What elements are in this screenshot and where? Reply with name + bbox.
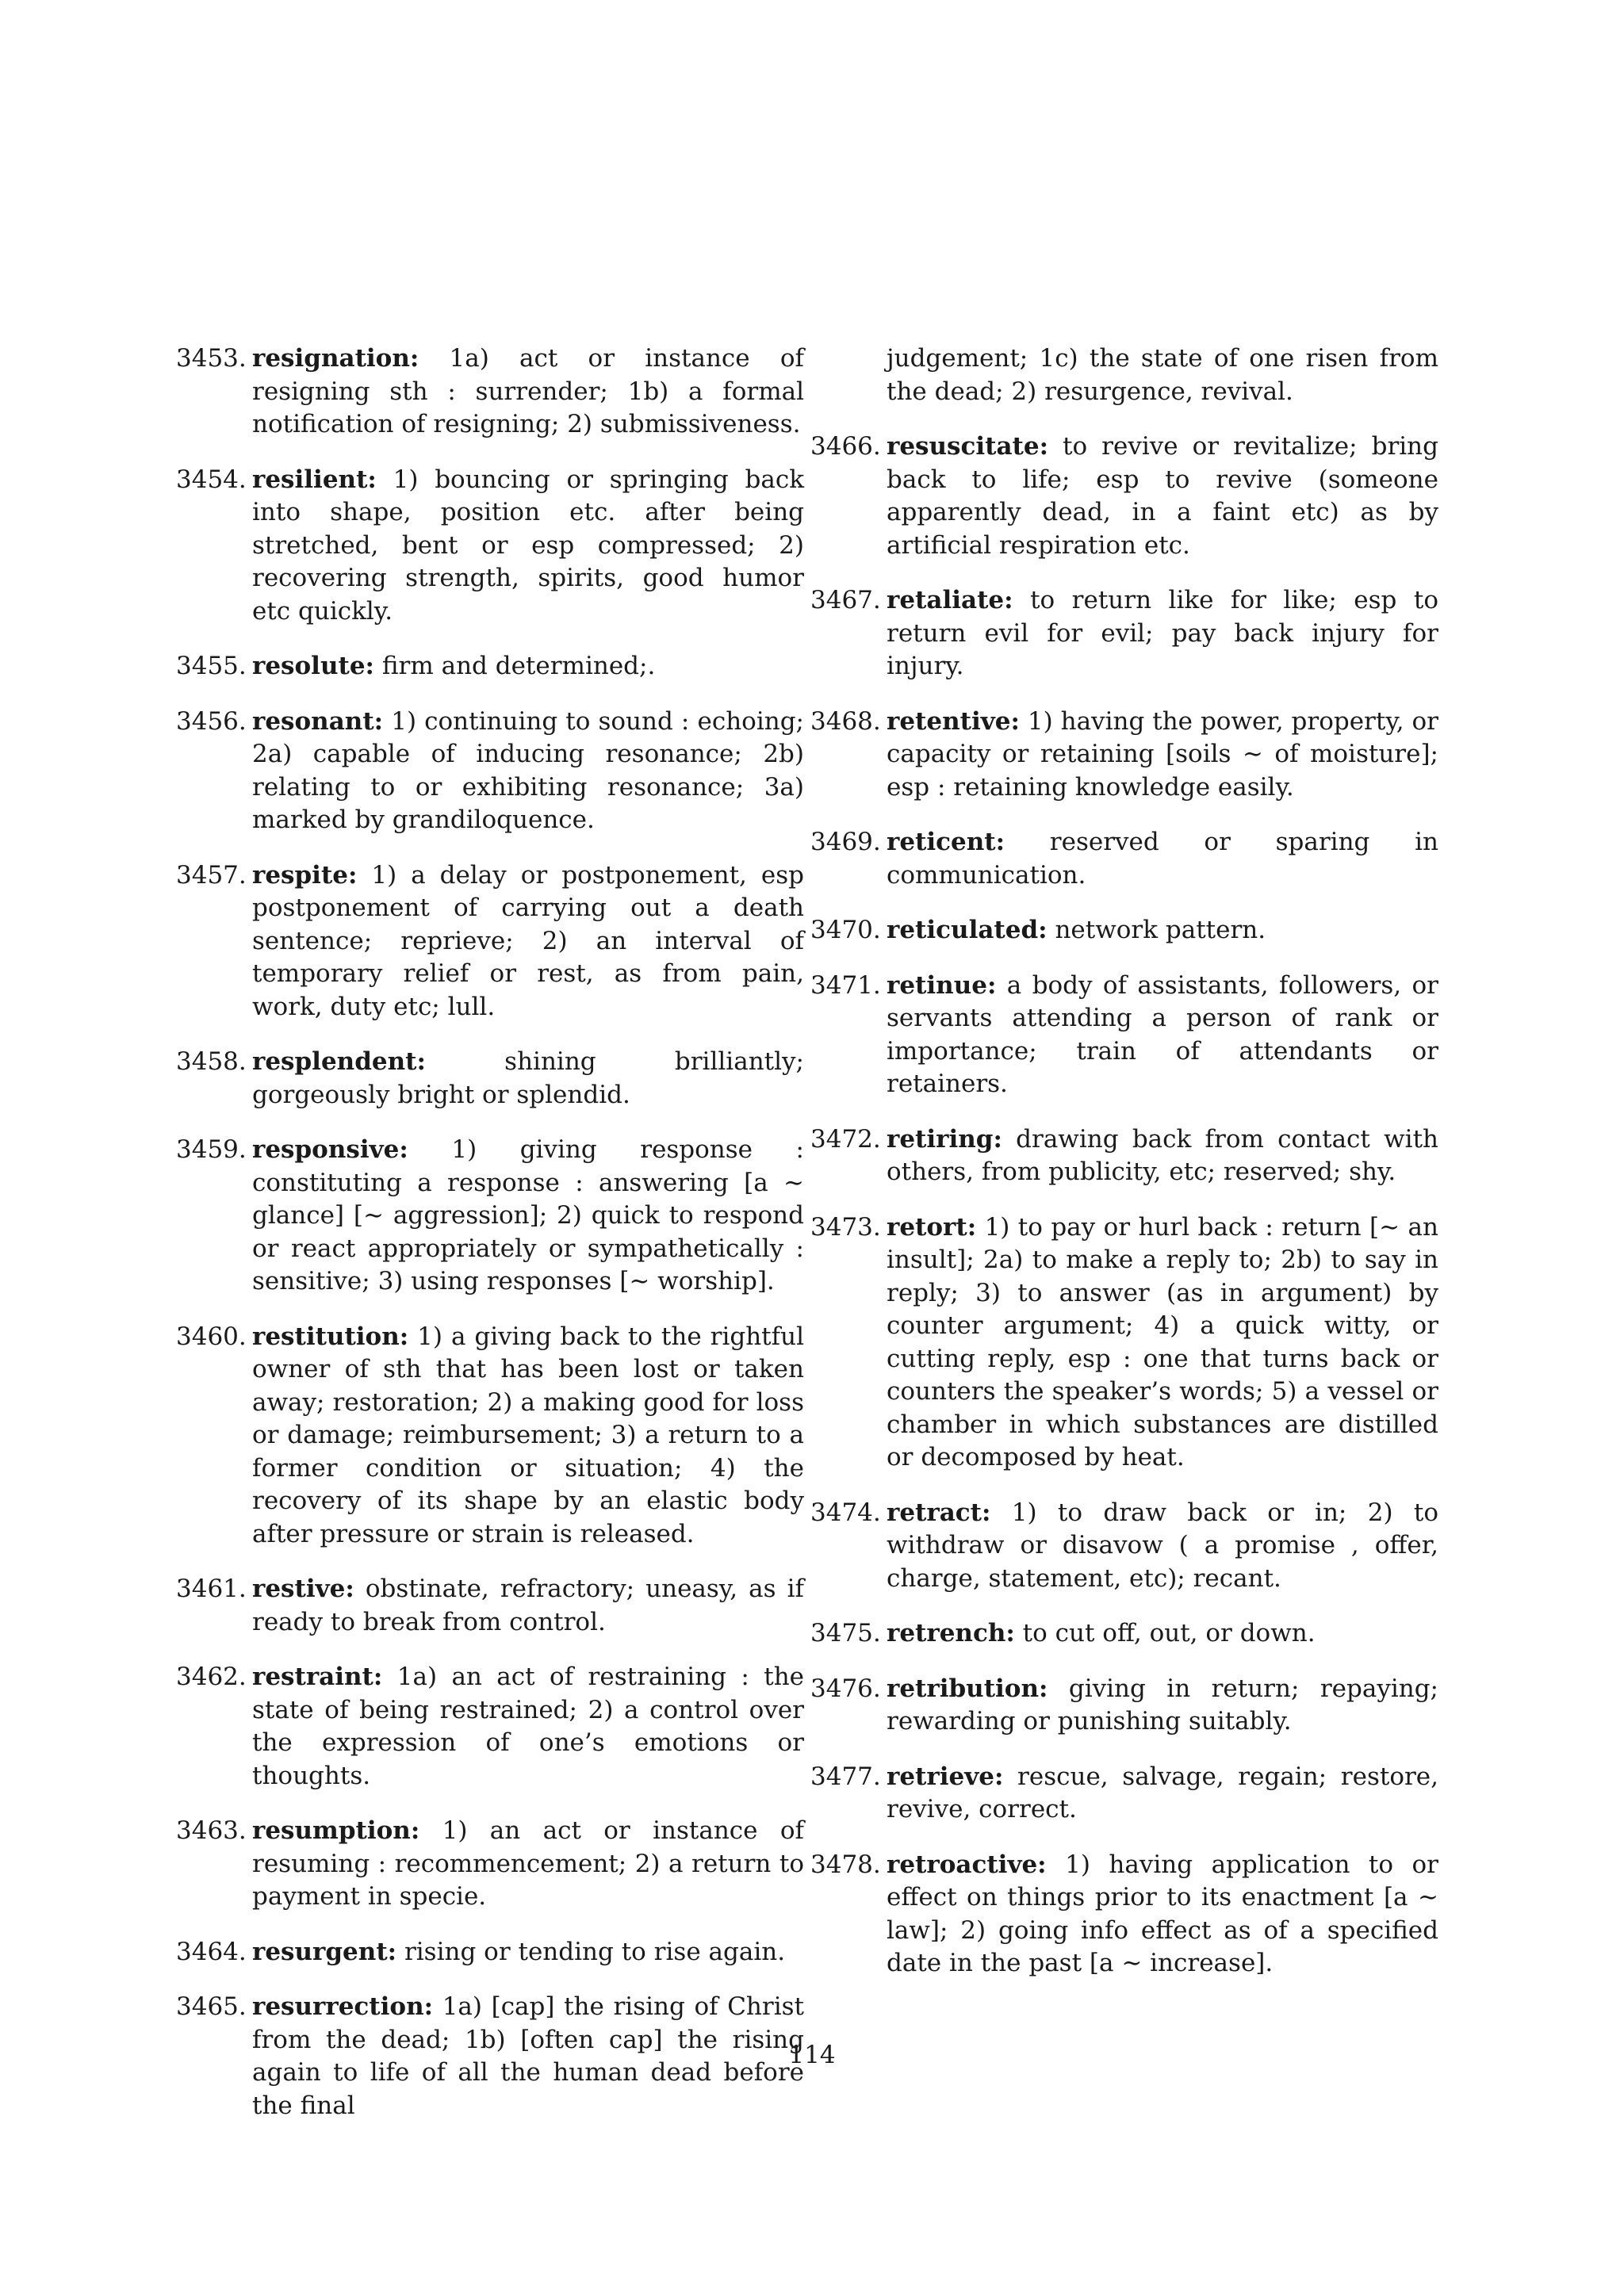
entry-number: 3466. xyxy=(810,432,881,461)
headword: retiring: xyxy=(887,1124,1002,1154)
headword: resuscitate: xyxy=(887,432,1049,461)
entry-3459 xyxy=(176,1134,804,1299)
headword: resilient: xyxy=(252,465,377,494)
entry-3463 xyxy=(176,1815,804,1914)
entry-number: 3467. xyxy=(810,586,881,614)
definition: shining brilliantly; gorgeously bright or splendid. xyxy=(252,1047,804,1109)
headword: restitution: xyxy=(252,1322,409,1351)
headword: resonant: xyxy=(252,706,384,736)
entry-3465-continuation xyxy=(810,342,1438,408)
entry-number: 3465. xyxy=(176,1992,247,2021)
definition: a body of assistants, followers, or servants attending a person of rank or importance; train of attendants or retainers. xyxy=(887,970,1438,1098)
headword: responsive: xyxy=(252,1135,408,1164)
headword: retinue: xyxy=(887,970,997,1000)
headword: reticent: xyxy=(887,828,1005,856)
definition: obstinate, refractory; uneasy, as if ready to break from control. xyxy=(252,1575,804,1636)
definition: 1a) an act of restraining : the state of being restrained; 2) a control over the expression of one’s emotions or thoughts. xyxy=(252,1663,804,1790)
entry-3468 xyxy=(810,706,1438,805)
entry-3455 xyxy=(176,650,804,683)
entry-3462 xyxy=(176,1661,804,1793)
entry-number: 3474. xyxy=(810,1498,881,1527)
definition: 1) continuing to sound : echoing; 2a) capable of inducing resonance; 2b) relating to or exhibiting resonance; 3a) marked by grandiloquence. xyxy=(252,706,804,834)
left-column xyxy=(176,342,804,2145)
headword: retract: xyxy=(887,1498,991,1527)
entry-number: 3464. xyxy=(176,1937,247,1966)
headword: restraint: xyxy=(252,1663,383,1691)
definition: rising or tending to rise again. xyxy=(396,1937,786,1966)
entry-3469 xyxy=(810,826,1438,892)
entry-3471 xyxy=(810,970,1438,1101)
entry-number: 3458. xyxy=(176,1047,247,1076)
entry-3473 xyxy=(810,1211,1438,1475)
entry-3470 xyxy=(810,914,1438,947)
entry-3461 xyxy=(176,1573,804,1639)
entry-3457 xyxy=(176,859,804,1024)
headword: retaliate: xyxy=(887,586,1013,614)
entry-number: 3461. xyxy=(176,1575,247,1603)
entry-3475 xyxy=(810,1617,1438,1651)
entry-3458 xyxy=(176,1046,804,1112)
entry-number: 3463. xyxy=(176,1816,247,1845)
entry-number: 3454. xyxy=(176,465,247,494)
entry-number: 3453. xyxy=(176,344,247,373)
entry-number: 3470. xyxy=(810,916,881,944)
entry-3472 xyxy=(810,1123,1438,1189)
definition: 1a) [cap] the rising of Christ from the dead; 1b) [often cap] the rising again to life of all the human dead before the final xyxy=(252,1992,804,2120)
entry-3466 xyxy=(810,430,1438,562)
headword: retrench: xyxy=(887,1619,1015,1647)
definition: to revive or revitalize; bring back to life; esp to revive (someone apparently dead, in a faint etc) as by artificial respiration etc. xyxy=(887,432,1438,560)
entry-number: 3478. xyxy=(810,1850,881,1879)
right-column xyxy=(810,342,1438,2003)
definition: firm and determined;. xyxy=(374,652,656,680)
definition: drawing back from contact with others, from publicity, etc; reserved; shy. xyxy=(887,1124,1438,1186)
entry-number: 3469. xyxy=(810,828,881,856)
entry-3467 xyxy=(810,584,1438,683)
definition: to return like for like; esp to return evil for evil; pay back injury for injury. xyxy=(887,586,1438,680)
headword: retort: xyxy=(887,1212,977,1242)
definition: 1a) act or instance of resigning sth : surrender; 1b) a formal notification of resigning; 2) submissiveness. xyxy=(252,344,804,438)
entry-3453 xyxy=(176,342,804,442)
definition: network pattern. xyxy=(1047,916,1266,944)
headword: retribution: xyxy=(887,1674,1048,1703)
entry-3474 xyxy=(810,1497,1438,1596)
definition: 1) to pay or hurl back : return [∼ an insult]; 2a) to make a reply to; 2b) to say in reply; 3) to answer (as in argument) by counter argument; 4) a quick witty, or cutting reply, esp : one that turns back or counters the speaker’s words; 5) a vessel or chamber in which substances are distilled or decomposed by heat. xyxy=(887,1212,1438,1471)
headword: resplendent: xyxy=(252,1047,426,1076)
headword: resurgent: xyxy=(252,1937,397,1966)
entry-number: 3455. xyxy=(176,652,247,680)
entry-3464 xyxy=(176,1936,804,1969)
headword: retrieve: xyxy=(887,1762,1004,1791)
headword: reticulated: xyxy=(887,916,1048,944)
definition: 1) to draw back or in; 2) to withdraw or disavow ( a promise , offer, charge, statement, etc); recant. xyxy=(887,1498,1438,1593)
entry-3476 xyxy=(810,1673,1438,1739)
definition: to cut off, out, or down. xyxy=(1014,1619,1316,1647)
definition: rescue, salvage, regain; restore, revive, correct. xyxy=(887,1762,1438,1823)
page-number: 114 xyxy=(788,2041,836,2069)
headword: retroactive: xyxy=(887,1850,1047,1879)
entry-number: 3468. xyxy=(810,706,881,736)
entry-number: 3473. xyxy=(810,1212,881,1242)
entry-number: 3477. xyxy=(810,1762,881,1791)
definition: 1) having application to or effect on things prior to its enactment [a ∼ law]; 2) going info effect as of a specified date in the past [a ∼ increase]. xyxy=(887,1850,1438,1977)
entry-number: 3471. xyxy=(810,970,881,1000)
entry-number: 3456. xyxy=(176,706,247,736)
definition: judgement; 1c) the state of one risen from the dead; 2) resurgence, revival. xyxy=(887,344,1438,406)
headword: retentive: xyxy=(887,706,1020,736)
headword: resumption: xyxy=(252,1816,420,1845)
entry-number: 3462. xyxy=(176,1663,247,1691)
headword: restive: xyxy=(252,1575,354,1603)
entry-number: 3457. xyxy=(176,860,247,890)
entry-3478 xyxy=(810,1849,1438,1980)
entry-3477 xyxy=(810,1761,1438,1827)
headword: resolute: xyxy=(252,652,374,680)
definition: giving in return; repaying; rewarding or punishing suitably. xyxy=(887,1674,1438,1735)
entry-number: 3460. xyxy=(176,1322,247,1351)
entry-number: 3476. xyxy=(810,1674,881,1703)
entry-3460 xyxy=(176,1321,804,1552)
entry-number: 3472. xyxy=(810,1124,881,1154)
definition: reserved or sparing in communication. xyxy=(887,828,1438,890)
entry-3454 xyxy=(176,464,804,629)
definition: 1) having the power, property, or capacity or retaining [soils ∼ of moisture]; esp : retaining knowledge easily. xyxy=(887,706,1438,802)
definition: 1) bouncing or springing back into shape, position etc. after being stretched, bent or esp compressed; 2) recovering strength, spirits, good humor etc quickly. xyxy=(252,465,804,626)
definition: 1) a giving back to the rightful owner of sth that has been lost or taken away; restoration; 2) a making good for loss or damage; reimbursement; 3) a return to a former condition or situation; 4) the recovery of its shape by an elastic body after pressure or strain is released. xyxy=(252,1322,804,1548)
definition: 1) a delay or postponement, esp postponement of carrying out a death sentence; reprieve; 2) an interval of temporary relief or rest, as from pain, work, duty etc; lull. xyxy=(252,860,804,1021)
headword: resignation: xyxy=(252,344,419,373)
entry-3456 xyxy=(176,706,804,837)
headword: resurrection: xyxy=(252,1992,434,2021)
entry-number: 3459. xyxy=(176,1135,247,1164)
definition: 1) giving response : constituting a response : answering [a ∼ glance] [∼ aggression]; 2) quick to respond or react appropriately or sympathetically : sensitive; 3) using responses [∼ worship]. xyxy=(252,1135,804,1295)
headword: respite: xyxy=(252,860,358,890)
entry-number: 3475. xyxy=(810,1619,881,1647)
definition: 1) an act or instance of resuming : recommencement; 2) a return to payment in specie. xyxy=(252,1816,804,1911)
